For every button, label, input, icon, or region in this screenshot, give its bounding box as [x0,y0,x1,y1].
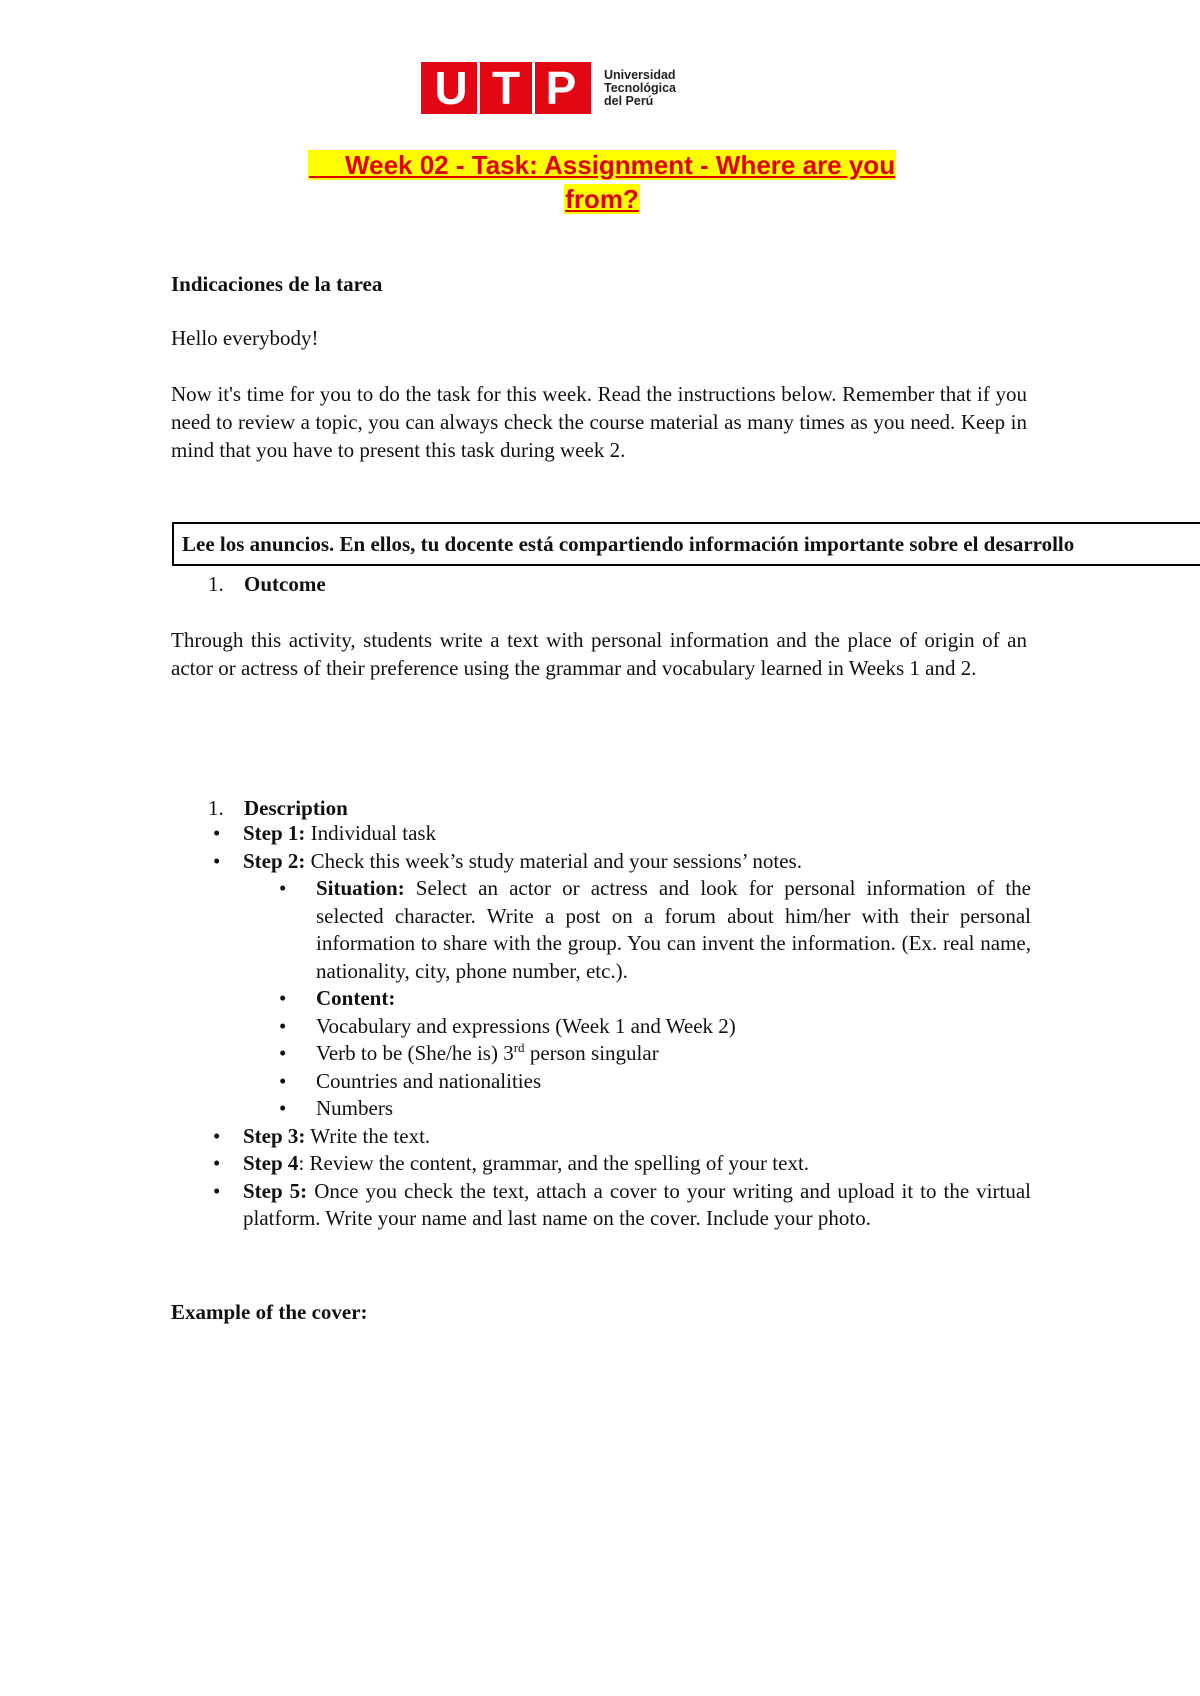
outcome-paragraph: Through this activity, students write a text with personal information and the place of origin of an actor or actress of their preference using the grammar and vocabulary learned in Weeks 1 and 2. [171,628,1027,680]
logo-line-3: del Perú [604,93,654,108]
list-item-content-3: • Countries and nationalities [171,1068,1031,1096]
announcement-notice: Lee los anuncios. En ellos, tu docente está compartiendo información importante sobre el desarrollo [172,522,1200,566]
logo-line-1: Universidad [604,67,676,82]
list-item-content-2: • Verb to be (She/he is) 3rd person singular [171,1040,1031,1068]
logo-line-2: Tecnológica [604,80,677,95]
steps-list [171,820,1031,1233]
logo-mark [421,62,591,114]
bullet-icon: • [213,1123,221,1148]
bullet-icon: • [213,1151,221,1175]
greeting-text: Hello everybody! [171,326,319,350]
description-heading: 1. Description [208,796,348,820]
title-line-2: from? [565,184,639,214]
bullet-icon: • [279,1041,287,1065]
bullet-icon: • [213,1178,221,1203]
list-item-step-5: • Step 5: Once you check the text, attach a cover to your writing and upload it to the virtual platform. Write your name and last name on the cover. Include your photo. [213,1178,1031,1230]
example-cover-heading: Example of the cover: [171,1300,368,1324]
logo-letter-p: P [545,62,577,114]
bullet-icon: • [279,1068,287,1093]
document-title [272,148,932,216]
list-item-step-1: • Step 1: Individual task [171,820,1031,848]
list-item-situation: • Situation: Select an actor or actress and look for personal information of the selected character. Write a post on a forum about him/her with their personal information to share with the group. You can invent the information. (Ex. real name, nationality, city, phone number, etc.). [279,876,1031,983]
bullet-icon: • [279,1013,287,1038]
bullet-icon: • [279,1096,287,1120]
list-item-content-4: • Numbers [171,1095,1031,1123]
title-line-1: Week 02 - Task: Assignment - Where are you [308,150,896,180]
bullet-icon: • [213,848,221,873]
indications-heading: Indicaciones de la tarea [171,272,383,296]
utp-logo [421,62,676,114]
bullet-icon: • [279,986,287,1010]
logo-letter-t: T [491,62,521,114]
bullet-icon: • [279,876,287,900]
list-item-step-2: • Step 2: Check this week’s study material and your sessions’ notes. [171,848,1031,876]
list-item-content-1: • Vocabulary and expressions (Week 1 and Week 2) [171,1013,1031,1041]
bullet-icon: • [213,821,221,845]
list-item-step-4: • Step 4: Review the content, grammar, and the spelling of your text. [171,1150,1031,1178]
logo-wordmark [604,69,676,108]
list-item-content: • Content: [171,985,1031,1013]
list-item-step-3: • Step 3: Write the text. [171,1123,1031,1151]
logo-letter-u: U [434,62,468,114]
intro-paragraph: Now it's time for you to do the task for this week. Read the instructions below. Remember that if you need to review a topic, you can always check the course material as many times as you need. Keep in mind that you have to present this task during week 2. [171,382,1027,462]
outcome-heading: 1. Outcome [208,572,326,596]
